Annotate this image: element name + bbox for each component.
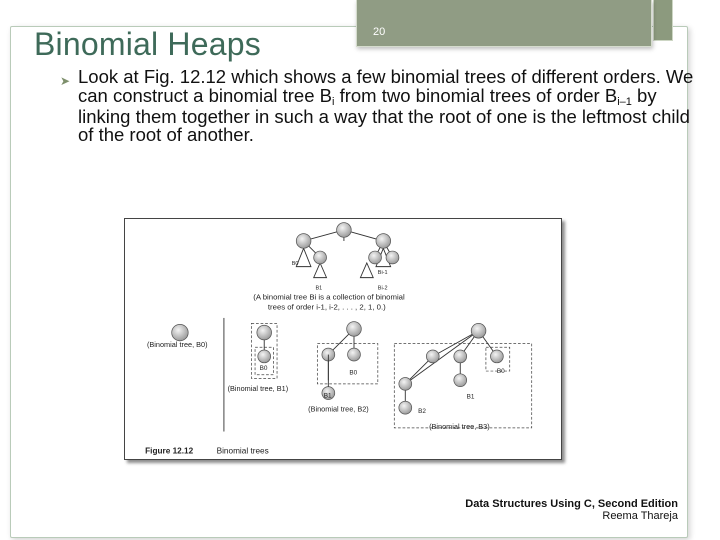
footer <box>465 498 678 522</box>
label-b0-in-b1: B0 <box>259 365 268 373</box>
label-b0-top: B0 <box>291 260 299 267</box>
caption-line2: trees of order i-1, i-2, . . . , 2, 1, 0.) <box>267 302 386 312</box>
page-number: 20 <box>373 26 386 38</box>
bullet-text-part2: from two binomial trees of order B <box>334 84 618 106</box>
general-tree-nodes <box>296 223 399 264</box>
footer-book-title: Data Structures Using C, Second Edition <box>465 498 678 510</box>
bullet-text <box>78 68 698 145</box>
figure-number: Figure 12.12 <box>145 446 194 456</box>
figure-title: Binomial trees <box>216 446 269 456</box>
label-tree-b3: (Binomial tree, B3) <box>429 421 490 431</box>
b0-node <box>172 324 188 340</box>
label-b0-in-b3: B0 <box>496 367 505 375</box>
label-bi1-top: Bi-1 <box>377 269 388 276</box>
label-b1-in-b2: B1 <box>323 392 332 400</box>
subscript-i-minus-1: i–1 <box>617 95 632 108</box>
tree-b1 <box>228 323 289 393</box>
label-bi2-top: Bi-2 <box>377 285 388 292</box>
bullet-text-part3: by linking them together in such a way that the root of one is the leftmost child of the root of another. <box>78 84 690 145</box>
label-b2-in-b3: B2 <box>418 408 426 416</box>
subscript-i: i <box>332 95 335 108</box>
tree-b3 <box>394 323 531 430</box>
binomial-trees-figure <box>124 218 562 460</box>
label-tree-b1: (Binomial tree, B1) <box>227 384 289 394</box>
corner-tab <box>653 0 673 41</box>
label-b0-in-b2: B0 <box>349 369 358 377</box>
bullet-arrow-icon: ➤ <box>60 74 71 88</box>
slide-title: Binomial Heaps <box>34 26 261 62</box>
caption-line1: (A binomial tree Bi is a collection of binomial <box>253 292 405 302</box>
label-b1-in-b3: B1 <box>466 393 475 401</box>
label-tree-b0: (Binomial tree, B0) <box>146 340 208 350</box>
tree-b2 <box>308 322 378 414</box>
label-b1-top: B1 <box>315 285 323 292</box>
footer-author: Reema Thareja <box>602 510 678 522</box>
bullet-text-part1: Look at Fig. 12.12 which shows a few binomial trees of different orders. We can construct a binomial tree B <box>78 66 694 106</box>
figure-drawing <box>125 219 561 459</box>
label-tree-b2: (Binomial tree, B2) <box>308 404 369 414</box>
page-number-tab <box>356 0 652 47</box>
